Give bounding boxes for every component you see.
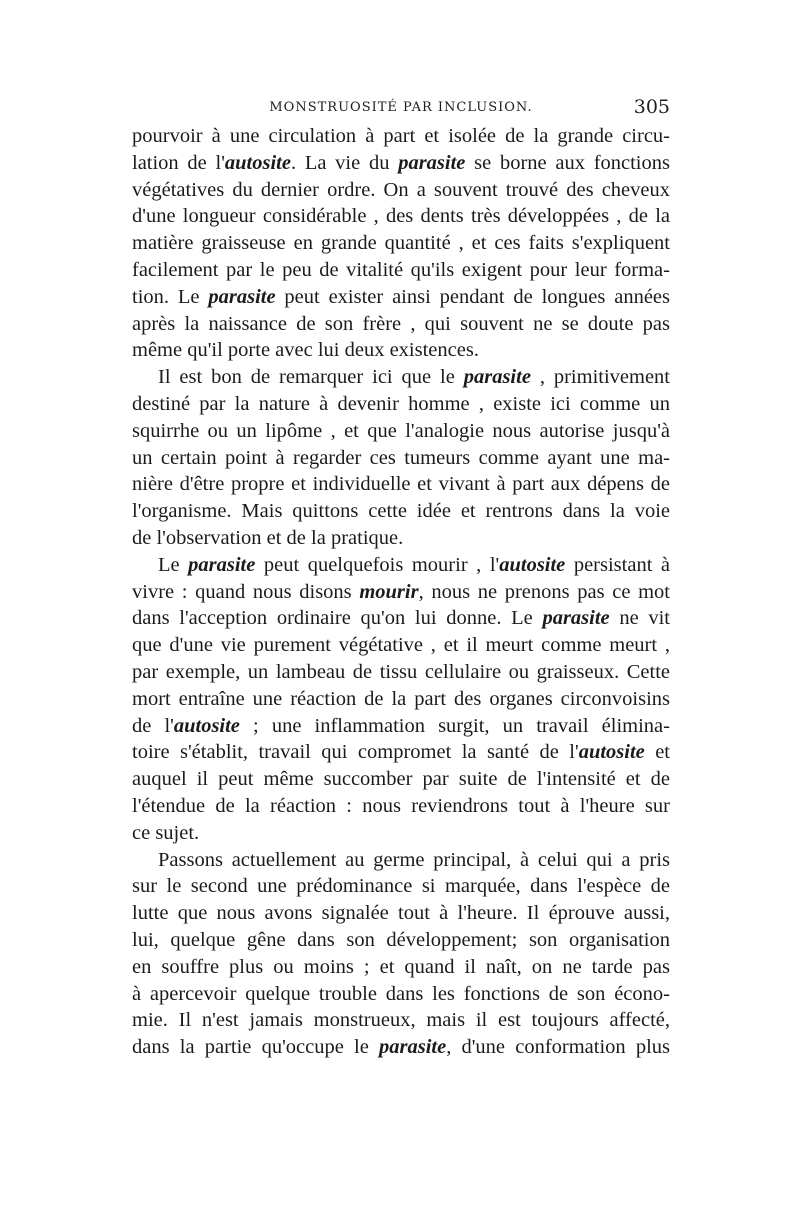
text-span: peut quelquefois mourir , l' bbox=[255, 553, 500, 576]
italic-term: parasite bbox=[208, 285, 276, 308]
text-line bbox=[132, 1034, 670, 1061]
text-span: ne vit bbox=[609, 607, 670, 630]
text-span: dans la partie qu'occupe le bbox=[132, 1036, 379, 1059]
text-line: mort entraîne une réaction de la part des organes circonvoisins bbox=[132, 687, 670, 710]
text-line bbox=[132, 364, 670, 391]
text-line: pourvoir à une circulation à part et isolée de la grande circu- bbox=[132, 125, 670, 147]
italic-term: autosite bbox=[499, 553, 566, 576]
text-line: mie. Il n'est jamais monstrueux, mais il est toujours affecté, bbox=[132, 1009, 670, 1032]
text-line: lutte que nous avons signalée tout à l'heure. Il éprouve aussi, bbox=[132, 902, 670, 925]
italic-term: autosite bbox=[173, 714, 240, 737]
italic-term: autosite bbox=[224, 151, 291, 174]
text-span: peut exister ainsi pendant de longues années bbox=[275, 285, 670, 308]
text-span: lation de l' bbox=[132, 151, 225, 174]
text-line: nière d'être propre et individuelle et vivant à part aux dépens de bbox=[132, 473, 670, 496]
text-span: persistant à bbox=[565, 553, 670, 576]
running-title: MONSTRUOSITÉ PAR INCLUSION. bbox=[269, 100, 533, 115]
text-line: végétatives du dernier ordre. On a souvent trouvé des cheveux bbox=[132, 178, 670, 201]
text-line: facilement par le peu de vitalité qu'ils exigent pour leur forma- bbox=[132, 258, 670, 281]
text-span: , d'une conformation plus bbox=[446, 1036, 670, 1059]
italic-term: parasite bbox=[542, 607, 610, 630]
text-span: , nous ne prenons pas ce mot bbox=[418, 580, 670, 603]
text-line: par exemple, un lambeau de tissu cellulaire ou graisseux. Cette bbox=[132, 660, 670, 683]
text-line bbox=[132, 552, 670, 579]
italic-term: parasite bbox=[378, 1036, 447, 1059]
text-line: destiné par la nature à devenir homme , existe ici comme un bbox=[132, 392, 670, 415]
text-span: ; une inflammation surgit, un travail élimina- bbox=[239, 714, 670, 737]
text-line: après la naissance de son frère , qui souvent ne se doute pas bbox=[132, 312, 670, 335]
text-line: lui, quelque gêne dans son développement; son organisation bbox=[132, 928, 670, 951]
text-line bbox=[132, 579, 670, 606]
text-line: même qu'il porte avec lui deux existences. bbox=[132, 339, 479, 362]
paragraph-3 bbox=[132, 552, 670, 847]
text-span: vivre : quand nous disons bbox=[132, 580, 360, 603]
text-line bbox=[132, 284, 670, 311]
page-number: 305 bbox=[633, 96, 670, 118]
text-line: sur le second une prédominance si marquée, dans l'espèce de bbox=[132, 875, 670, 898]
text-line bbox=[132, 713, 670, 740]
text-line bbox=[132, 150, 670, 177]
text-span: et bbox=[644, 741, 670, 764]
text-line: d'une longueur considérable , des dents très développées , de la bbox=[132, 205, 670, 228]
paragraph-1 bbox=[132, 123, 670, 364]
text-span: Le bbox=[158, 553, 189, 576]
italic-term: autosite bbox=[578, 741, 645, 764]
italic-term: parasite bbox=[398, 151, 466, 174]
text-line: en souffre plus ou moins ; et quand il naît, on ne tarde pas bbox=[132, 955, 670, 978]
text-span: se borne aux fonctions bbox=[465, 151, 670, 174]
text-line: auquel il peut même succomber par suite de l'intensité et de bbox=[132, 768, 670, 791]
paragraph-4 bbox=[132, 847, 670, 1061]
text-span: toire s'établit, travail qui compromet la santé de l' bbox=[132, 741, 579, 764]
text-line: de l'observation et de la pratique. bbox=[132, 526, 404, 549]
italic-term: mourir bbox=[359, 580, 419, 603]
italic-term: parasite bbox=[188, 553, 256, 576]
text-span: . La vie du bbox=[290, 151, 399, 174]
text-span: tion. Le bbox=[132, 285, 209, 308]
italic-term: parasite bbox=[463, 366, 531, 389]
text-line bbox=[132, 605, 670, 632]
text-line: l'étendue de la réaction : nous reviendrons tout à l'heure sur bbox=[132, 794, 670, 817]
text-line: ce sujet. bbox=[132, 821, 200, 844]
text-line: à apercevoir quelque trouble dans les fonctions de son écono- bbox=[132, 982, 670, 1005]
text-span: dans l'acception ordinaire qu'on lui donne. Le bbox=[132, 607, 543, 630]
text-line: que d'une vie purement végétative , et il meurt comme meurt , bbox=[132, 634, 670, 657]
text-line: matière graisseuse en grande quantité , et ces faits s'expliquent bbox=[132, 232, 670, 255]
text-span: , primitivement bbox=[530, 366, 670, 389]
text-line bbox=[132, 739, 670, 766]
running-head bbox=[132, 96, 670, 122]
text-line: un certain point à regarder ces tumeurs comme ayant une ma- bbox=[132, 446, 670, 469]
text-line: squirrhe ou un lipôme , et que l'analogie nous autorise jusqu'à bbox=[132, 419, 670, 442]
text-line: Passons actuellement au germe principal, à celui qui a pris bbox=[158, 848, 670, 871]
text-line: l'organisme. Mais quittons cette idée et rentrons dans la voie bbox=[132, 500, 670, 523]
text-span: de l' bbox=[132, 714, 174, 737]
body-text bbox=[132, 123, 670, 1061]
paragraph-2 bbox=[132, 364, 670, 552]
text-span: Il est bon de remarquer ici que le bbox=[158, 366, 464, 389]
